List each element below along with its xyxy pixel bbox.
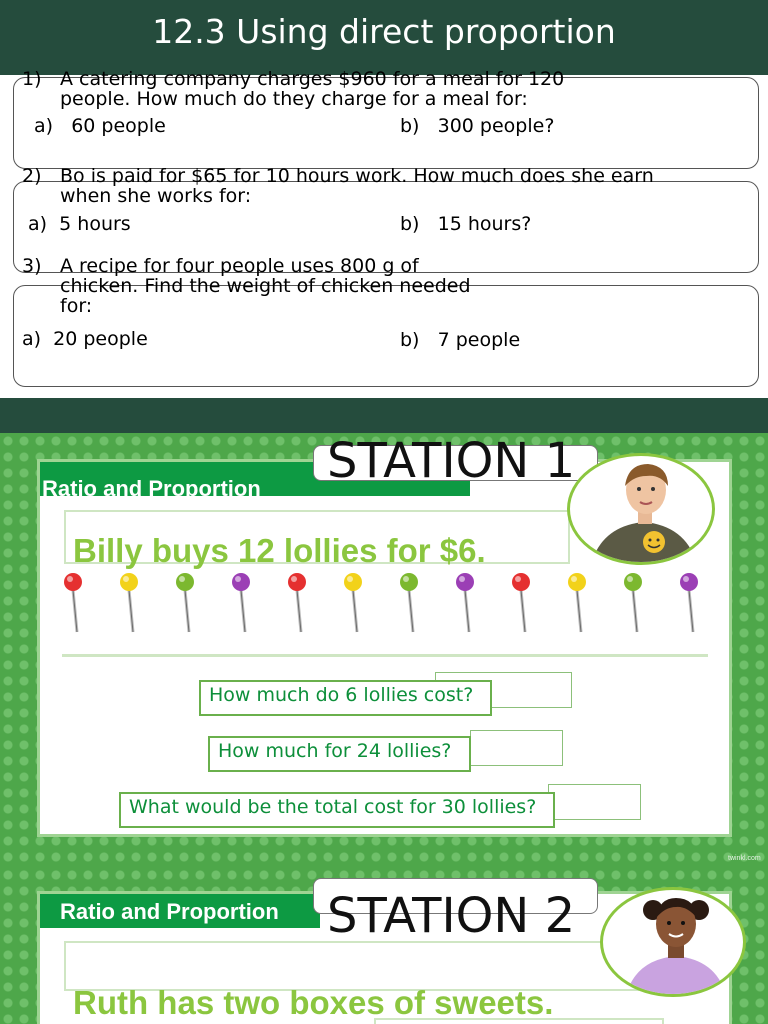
lolly-icon: [510, 572, 532, 634]
question-2-text: [22, 166, 654, 206]
answer-box[interactable]: [548, 784, 641, 820]
lolly-icon: [454, 572, 476, 634]
question-line: for:: [60, 295, 93, 317]
station-label: STATION 2: [327, 888, 576, 944]
lolly-icon: [174, 572, 196, 634]
question-3-part-b: [400, 329, 520, 351]
question-3-part-a: [22, 328, 148, 350]
lolly-icon: [566, 572, 588, 634]
part-text: 5 hours: [59, 213, 131, 235]
question-line: chicken. Find the weight of chicken needed: [60, 275, 471, 297]
divider: [62, 654, 708, 657]
question-2-part-a: [28, 213, 131, 235]
part-text: 15 hours?: [437, 213, 532, 235]
boy-illustration: [570, 456, 715, 565]
page-title: 12.3 Using direct proportion: [152, 12, 616, 51]
question-3-text: [22, 256, 471, 316]
part-label: a): [22, 328, 42, 350]
lolly-icon: [286, 572, 308, 634]
answer-box: [374, 1018, 664, 1024]
question-box: [199, 680, 492, 716]
part-label: b): [400, 329, 420, 351]
question-1-text: [22, 69, 564, 109]
question-line: Bo is paid for $65 for 10 hours work. How much does she earn: [60, 165, 654, 187]
question-text: How much do 6 lollies cost?: [209, 684, 474, 706]
panel-title: Ratio and Proportion: [42, 476, 261, 501]
panel-title: Ratio and Proportion: [60, 899, 279, 924]
station-label: STATION 1: [327, 433, 576, 489]
question-box: [119, 792, 555, 828]
question-text: What would be the total cost for 30 lollies?: [129, 796, 537, 818]
headline: Billy buys 12 lollies for $6.: [73, 532, 486, 569]
part-text: 20 people: [53, 328, 148, 350]
part-label: a): [34, 115, 54, 137]
question-box: [208, 736, 471, 772]
question-1-part-b: [400, 115, 554, 137]
answer-box[interactable]: [470, 730, 563, 766]
part-label: b): [400, 213, 420, 235]
lolly-icon: [398, 572, 420, 634]
question-line: people. How much do they charge for a meal for:: [60, 88, 528, 110]
worksheet-slide: [0, 0, 768, 433]
boy-avatar: [567, 453, 715, 565]
lolly-icon: [118, 572, 140, 634]
part-text: 300 people?: [437, 115, 555, 137]
question-line: when she works for:: [60, 185, 252, 207]
lolly-icon: [342, 572, 364, 634]
part-text: 7 people: [437, 329, 521, 351]
title-bar: [0, 0, 768, 75]
bottom-band: [0, 398, 768, 433]
lolly-icon: [62, 572, 84, 634]
question-2-part-b: [400, 213, 531, 235]
question-line: A recipe for four people uses 800 g of: [60, 255, 419, 277]
girl-avatar: [600, 887, 746, 997]
question-number: 2): [22, 165, 42, 187]
station-1-slide: [0, 433, 768, 867]
headline: Ruth has two boxes of sweets.: [73, 984, 554, 1021]
girl-illustration: [603, 890, 746, 997]
part-text: 60 people: [71, 115, 166, 137]
question-1-part-a: [34, 115, 166, 137]
lolly-icon: [622, 572, 644, 634]
question-number: 3): [22, 255, 42, 277]
question-text: How much for 24 lollies?: [218, 740, 452, 762]
station-2-slide: [0, 867, 768, 1024]
lolly-icon: [678, 572, 700, 634]
question-line: A catering company charges $960 for a meal for 120: [60, 68, 565, 90]
lolly-icon: [230, 572, 252, 634]
part-label: b): [400, 115, 420, 137]
question-number: 1): [22, 68, 42, 90]
credit-text: twinkl.com: [728, 855, 761, 862]
part-label: a): [28, 213, 48, 235]
